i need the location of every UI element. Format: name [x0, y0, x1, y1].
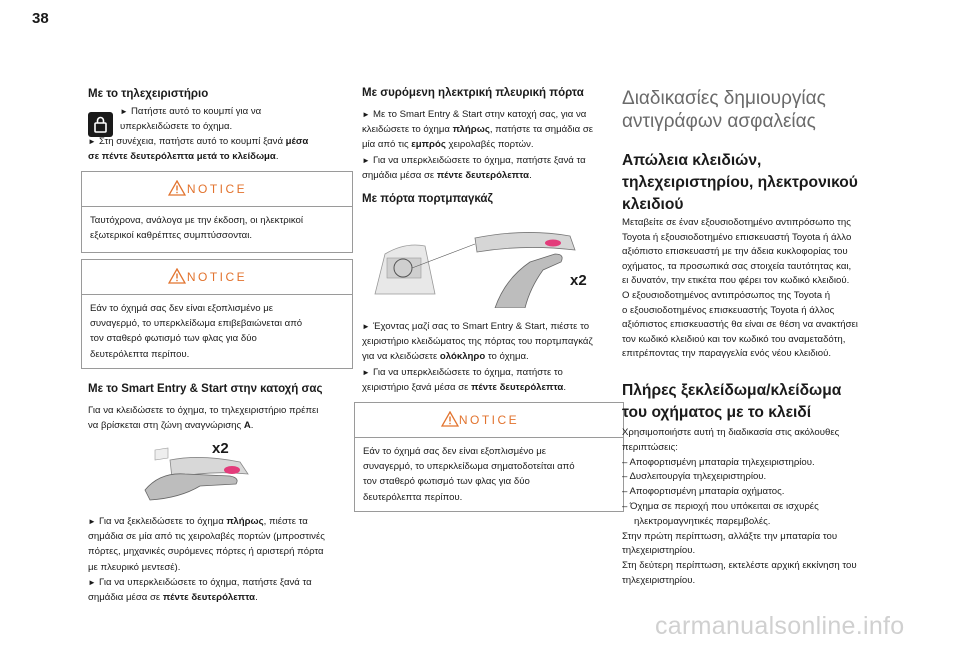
notice-box-alarm: NOTICE Εάν το όχημά σας δεν είναι εξοπλισμένο με συναγερμό, το υπερκλείδωμα επιβεβαιώνεται από τον σταθερό φωτισμό των φλας για δύο δευτερόλεπτα περίπου. — [81, 259, 353, 369]
tailgate-illustration — [365, 224, 603, 308]
lost-keys-paragraph: Μεταβείτε σε έναν εξουσιοδοτημένο αντιπρόσωπο της Toyota ή εξουσιοδοτημένο επισκευαστή Toyota ή άλλο αξιόπιστο επισκευαστή με την άδεια κυκλοφορίας του οχήματος, τα προσωπικά σας στοιχεία ταυτότητας και, ει δυνατόν, την ετικέτα που φέρει τον κωδικό κλειδιού. Ο εξουσιοδοτημένος αντιπρόσωπος της Toyota ή ο εξουσιοδοτημένος επισκευαστής Toyota ή άλλος αξιόπιστος επισκευαστής θα είναι σε θέση να ανακτήσει τον κωδικό κλειδιού και τον κωδικό του αναμεταδότη, επιτρέποντας την παραγγελία ενός νέου κλειδιού. — [622, 217, 858, 360]
sliding-door-paragraph: ► Με το Smart Entry & Start στην κατοχή σας, για να κλειδώσετε το όχημα πλήρως, πατήστε τα σημάδια σε μία από τις εμπρός χειρολαβές πορτών. ► Για να υπερκλειδώσετε το όχημα, πατήστε ξανά τα σημάδια μέσα σε πέντε δευτερόλεπτα. — [362, 109, 594, 181]
arrow-icon: ► — [362, 367, 370, 377]
superlock-instructions: ► Στη συνέχεια, πατήστε αυτό το κουμπί ξανά μέσα σε πέντε δευτερόλεπτα μετά το κλείδωμα. — [88, 136, 309, 163]
watermark: carmanualsonline.info — [655, 612, 905, 640]
key-locking-paragraph: Χρησιμοποιήστε αυτή τη διαδικασία στις ακόλουθες περιπτώσεις: – Αποφορτισμένη μπαταρία τηλεχειριστηρίου. – Δυσλειτουργία τηλεχειριστηρίου. – Αποφορτισμένη μπαταρία οχήματος. – Όχημα σε περιοχή που υπόκειται σε ισχυρές ηλεκτρομαγνητικές παρεμβολές. Στην πρώτη περίπτωση, αλλάξτε την μπαταρία του τηλεχειριστηρίου. Στη δεύτερη περίπτωση, εκτελέστε αρχική εκκίνηση του τηλεχειριστηρίου. — [622, 427, 857, 586]
arrow-icon: ► — [88, 137, 96, 146]
arrow-icon: ► — [362, 110, 370, 119]
unlock-paragraph: ► Για να ξεκλειδώσετε το όχημα πλήρως, πιέστε τα σημάδια σε μία από τις χειρολαβές πορτών (μπροστινές πόρτες, μηχανικές συρόμενες πόρτες ή αριστερή πόρτα με πλευρικό μεντεσέ). ► Για να υπερκλειδώσετε το όχημα, πατήστε ξανά τα σημάδια μέσα σε πέντε δευτερόλεπτα. — [88, 516, 325, 604]
notice-box-mirrors: NOTICE Ταυτόχρονα, ανάλογα με την έκδοση, οι ηλεκτρικοί εξωτερικοί καθρέπτες συμπτύσσονται. — [81, 171, 353, 253]
heading-remote-control: Με το τηλεχειριστήριο — [88, 88, 209, 100]
lock-instructions: ► Πατήστε αυτό το κουμπί για να υπερκλειδώσετε το όχημα. — [120, 106, 262, 133]
arrow-icon: ► — [362, 155, 370, 165]
arrow-icon: ► — [88, 517, 96, 526]
heading-sliding-door: Με συρόμενη ηλεκτρική πλευρική πόρτα — [362, 87, 584, 99]
notice-title: NOTICE — [186, 182, 248, 196]
heading-lost-keys: Απώλεια κλειδιών, τηλεχειριστηρίου, ηλεκτρονικού κλειδιού — [622, 152, 858, 213]
arrow-icon: ► — [120, 107, 128, 116]
door-handle-illustration — [140, 440, 260, 502]
heading-smart-entry: Με το Smart Entry & Start στην κατοχή σας — [88, 383, 323, 395]
notice-title: NOTICE — [458, 413, 520, 427]
notice-box-alarm-tailgate: NOTICE Εάν το όχημά σας δεν είναι εξοπλισμένο με συναγερμό, το υπερκλείδωμα σηματοδοτείται από τον σταθερό φωτισμό των φλας για δύο δευτερόλεπτα περίπου. — [354, 402, 624, 512]
page-number: 38 — [32, 10, 49, 27]
tailgate-paragraph: ► Έχοντας μαζί σας το Smart Entry & Start, πιέστε το χειριστήριο κλειδώματος της πόρτας του πορτμπαγκάζ για να κλειδώσετε ολόκληρο το όχημα. ► Για να υπερκλειδώσετε το όχημα, πατήστε το χειριστήριο ξανά μέσα σε πέντε δευτερόλεπτα. — [362, 321, 593, 393]
arrow-icon: ► — [362, 322, 370, 331]
heading-tailgate: Με πόρτα πορτμπαγκάζ — [362, 193, 493, 205]
press-twice-label: x2 — [212, 440, 229, 457]
smart-entry-paragraph: Για να κλειδώσετε το όχημα, το τηλεχειριστήριο πρέπει να βρίσκεται στη ζώνη αναγνώρισης A. — [88, 405, 319, 432]
arrow-icon: ► — [88, 577, 96, 587]
press-twice-label: x2 — [570, 272, 587, 289]
heading-key-locking: Πλήρες ξεκλείδωμα/κλείδωμα του οχήματος με το κλειδί — [622, 382, 842, 421]
notice-title: NOTICE — [186, 270, 248, 284]
section-title: Διαδικασίες δημιουργίας αντιγράφων ασφαλείας — [622, 88, 826, 132]
